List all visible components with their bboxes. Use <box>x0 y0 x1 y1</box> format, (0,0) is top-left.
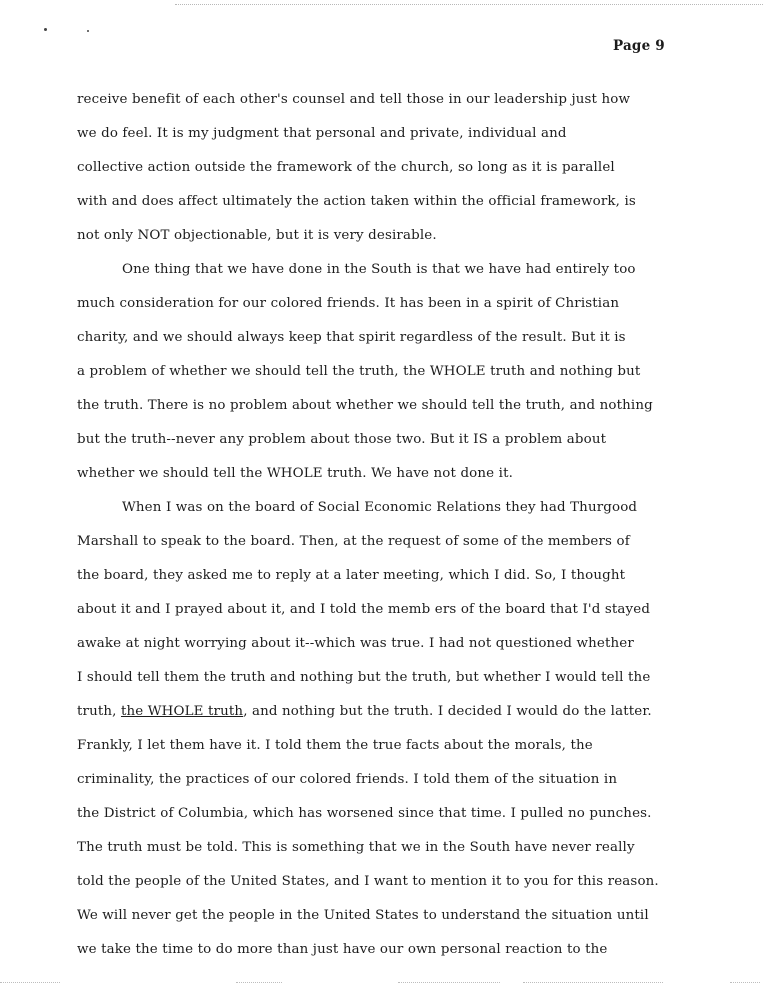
underlined-phrase: the WHOLE truth <box>120 704 244 719</box>
text-line: receive benefit of each other's counsel and tell those in our leadership just how <box>77 92 631 107</box>
letter-body <box>77 88 722 972</box>
text-line: with and does affect ultimately the action taken within the official framework, is <box>77 194 636 209</box>
text-line: the District of Columbia, which has worsened since that time. I pulled no punches. <box>77 806 652 821</box>
text-line: awake at night worrying about it--which was true. I had not questioned whether <box>77 636 634 651</box>
text-line: criminality, the practices of our colored friends. I told them of the situation in <box>77 772 618 787</box>
text-line: Marshall to speak to the board. Then, at the request of some of the members of <box>77 534 630 549</box>
text-line: not only NOT objectionable, but it is very desirable. <box>77 228 437 243</box>
text-line: we do feel. It is my judgment that personal and private, individual and <box>77 126 567 141</box>
text-line: collective action outside the framework of the church, so long as it is parallel <box>77 160 615 175</box>
text-line: The truth must be told. This is something that we in the South have never really <box>77 840 635 855</box>
text-line: about it and I prayed about it, and I told the memb ers of the board that I'd stayed <box>77 602 651 617</box>
scan-edge-bottom <box>730 982 760 983</box>
scan-edge-bottom <box>0 982 60 983</box>
text-line: Frankly, I let them have it. I told them the true facts about the morals, the <box>77 738 593 753</box>
scan-edge-top <box>175 4 763 5</box>
text-line: charity, and we should always keep that spirit regardless of the result. But it is <box>77 330 626 345</box>
text-line-with-underline <box>77 700 722 734</box>
text-segment: truth, <box>77 704 121 719</box>
scan-speck <box>44 28 47 31</box>
paragraph-start-line: When I was on the board of Social Economic Relations they had Thurgood <box>122 500 638 515</box>
text-segment: , and nothing but the truth. I decided I would do the latter. <box>243 704 652 719</box>
text-line: the board, they asked me to reply at a later meeting, which I did. So, I thought <box>77 568 626 583</box>
scan-edge-bottom <box>523 982 663 983</box>
paragraph-start-line: One thing that we have done in the South is that we have had entirely too <box>122 262 636 277</box>
scan-edge-bottom <box>398 982 500 983</box>
text-line: I should tell them the truth and nothing but the truth, but whether I would tell the <box>77 670 651 685</box>
scan-speck <box>87 30 89 32</box>
text-line: much consideration for our colored friends. It has been in a spirit of Christian <box>77 296 620 311</box>
text-line: but the truth--never any problem about those two. But it IS a problem about <box>77 432 607 447</box>
page-number: Page 9 <box>613 38 665 54</box>
text-line: We will never get the people in the United States to understand the situation until <box>77 908 649 923</box>
text-line: a problem of whether we should tell the truth, the WHOLE truth and nothing but <box>77 364 641 379</box>
text-line: we take the time to do more than just have our own personal reaction to the <box>77 942 608 957</box>
text-line: the truth. There is no problem about whether we should tell the truth, and nothing <box>77 398 653 413</box>
text-line: whether we should tell the WHOLE truth. We have not done it. <box>77 466 514 481</box>
text-line: told the people of the United States, and I want to mention it to you for this reason. <box>77 874 659 889</box>
scan-edge-bottom <box>236 982 282 983</box>
